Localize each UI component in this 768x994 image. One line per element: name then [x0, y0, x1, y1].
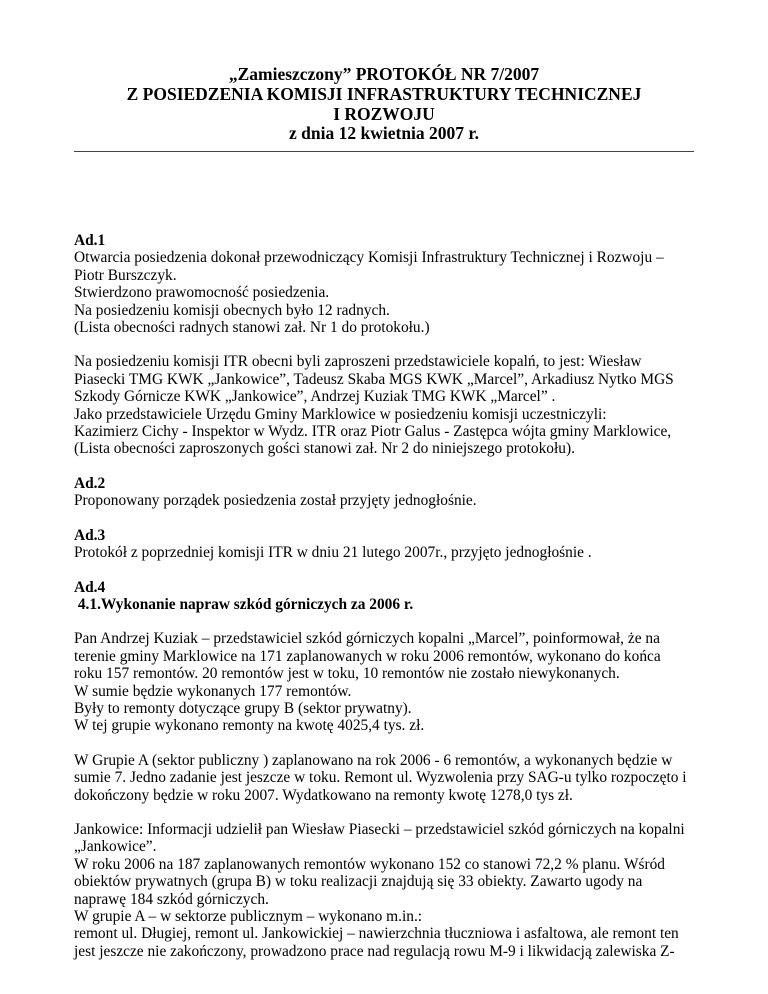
paragraph-line: Na posiedzeniu komisji obecnych było 12 radnych. — [74, 301, 390, 319]
paragraph-line: Pan Andrzej Kuziak – przedstawiciel szkód górniczych kopalni „Marcel”, poinformował, że na — [74, 630, 660, 648]
paragraph-line: Jako przedstawiciele Urzędu Gminy Marklowice w posiedzeniu komisji uczestniczyli: — [74, 405, 607, 423]
paragraph-line: Otwarcia posiedzenia dokonał przewodniczący Komisji Infrastruktury Technicznej i Rozwoju – — [74, 249, 664, 267]
header-divider — [74, 151, 694, 152]
paragraph-line: Na posiedzeniu komisji ITR obecni byli zaproszeni przedstawiciele kopalń, to jest: Wiesław — [74, 353, 642, 371]
header-date: z dnia 12 kwietnia 2007 r. — [289, 123, 479, 144]
paragraph-line: jest jeszcze nie zakończony, prowadzono prace nad regulacją rowu M-9 i likwidacją zalewiska Z- — [74, 942, 675, 960]
paragraph-line: „Jankowice”. — [74, 838, 157, 856]
paragraph-line: Stwierdzono prawomocność posiedzenia. — [74, 284, 330, 302]
protocol-header — [74, 65, 694, 144]
header-committee: Z POSIEDZENIA KOMISJI INFRASTRUKTURY TECHNICZNEJ — [126, 83, 642, 104]
paragraph-line: Były to remonty dotyczące grupy B (sektor prywatny). — [74, 699, 412, 717]
paragraph-line: roku 157 remontów. 20 remontów jest w toku, 10 remontów nie zostało niewykonanych. — [74, 665, 620, 683]
section-ad4 — [74, 579, 702, 961]
section-ad1 — [74, 232, 702, 336]
paragraph-line: Szkody Górnicze KWK „Jankowice”, Andrzej Kuziak TMG KWK „Marcel” . — [74, 388, 556, 406]
paragraph-line: Protokół z poprzedniej komisji ITR w dniu 21 lutego 2007r., przyjęto jednogłośnie . — [74, 544, 592, 562]
header-title: „Zamieszczony” PROTOKÓŁ NR 7/2007 — [228, 64, 540, 84]
section-guests — [74, 353, 702, 457]
section-label: Ad.2 — [74, 474, 106, 492]
header-committee-cont: I ROZWOJU — [333, 103, 435, 124]
section-ad2 — [74, 475, 702, 510]
paragraph-line: Piasecki TMG KWK „Jankowice”, Tadeusz Skaba MGS KWK „Marcel”, Arkadiusz Nytko MGS — [74, 370, 674, 388]
paragraph-line: (Lista obecności zaproszonych gości stanowi zał. Nr 2 do niniejszego protokołu). — [74, 440, 575, 458]
paragraph-line: W Grupie A (sektor publiczny ) zaplanowano na rok 2006 - 6 remontów, a wykonanych będzie w — [74, 751, 673, 769]
paragraph-line: remont ul. Długiej, remont ul. Jankowickiej – nawierzchnia tłuczniowa i asfaltowa, ale remont ten — [74, 925, 679, 943]
paragraph-line: W sumie będzie wykonanych 177 remontów. — [74, 682, 352, 700]
section-subheading: 4.1.Wykonanie napraw szkód górniczych za 2006 r. — [74, 595, 414, 613]
paragraph-line: Piotr Burszczyk. — [74, 266, 177, 284]
section-label: Ad.4 — [74, 578, 106, 596]
paragraph-line: naprawę 184 szkód górniczych. — [74, 890, 269, 908]
paragraph-line: W roku 2006 na 187 zaplanowanych remontów wykonano 152 co stanowi 72,2 % planu. Wśród — [74, 855, 665, 873]
paragraph-line: terenie gminy Marklowice na 171 zaplanowanych w roku 2006 remontów, wykonano do końca — [74, 647, 661, 665]
paragraph-line: Jankowice: Informacji udzielił pan Wiesław Piasecki – przedstawiciel szkód górniczych na kopalni — [74, 820, 685, 838]
paragraph-line: (Lista obecności radnych stanowi zał. Nr 1 do protokołu.) — [74, 319, 430, 337]
section-label: Ad.3 — [74, 526, 106, 544]
paragraph-line: W tej grupie wykonano remonty na kwotę 4025,4 tys. zł. — [74, 717, 425, 735]
section-label: Ad.1 — [74, 232, 106, 249]
paragraph-line: obiektów prywatnych (grupa B) w toku realizacji znajdują się 33 obiekty. Zawarto ugody na — [74, 873, 643, 891]
paragraph-line: Kazimierz Cichy - Inspektor w Wydz. ITR oraz Piotr Galus - Zastępca wójta gminy Marklowice, — [74, 423, 672, 441]
paragraph-line: sumie 7. Jedno zadanie jest jeszcze w toku. Remont ul. Wyzwolenia przy SAG-u tylko rozpoczęto i — [74, 769, 687, 787]
protocol-body — [74, 232, 702, 960]
section-ad3 — [74, 527, 702, 562]
paragraph-line: dokończony będzie w roku 2007. Wydatkowano na remonty kwotę 1278,0 tys zł. — [74, 786, 573, 804]
paragraph-line: W grupie A – w sektorze publicznym – wykonano m.in.: — [74, 908, 423, 925]
paragraph-line: Proponowany porządek posiedzenia został przyjęty jednogłośnie. — [74, 492, 477, 510]
